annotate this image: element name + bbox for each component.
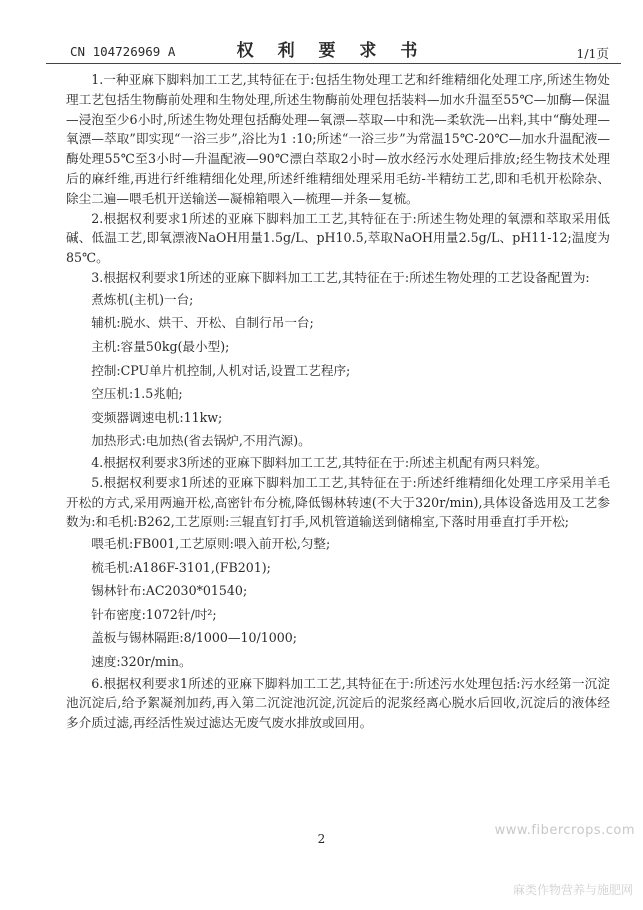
page-number: 2 [317,832,326,846]
list-item: 主机:容量50kg(最小型); [91,338,230,354]
list-item: 针布密度:1072针/吋²; [91,606,217,622]
list-item: 空压机:1.5兆帕; [91,386,183,402]
list-item: 煮炼机(主机)一台; [91,291,194,307]
list-item: 控制:CPU单片机控制,人机对话,设置工艺程序; [91,362,351,378]
claim-6: 6.根据权利要求1所述的亚麻下脚料加工工艺,其特征在于:所述污水处理包括:污水经第一沉淀池沉淀后,给予絮凝剂加药,再入第二沉淀池沉淀,沉淀后的泥浆经离心脱水后回收,沉淀后的液体经多介质过滤,再经活性炭过滤达无废气废水排放或回用。 [66,675,610,731]
document-title: 权 利 要 求 书 [236,41,427,61]
list-item: 盖板与锡林隔距:8/1000—10/1000; [91,630,298,646]
list-item: 梳毛机:A186F-3101,(FB201); [91,559,271,575]
claims-body [66,70,610,733]
claim-4: 4.根据权利要求3所述的亚麻下脚料加工工艺,其特征在于:所述主机配有两只料笼。 [91,454,548,470]
page-indicator: 1/1页 [576,46,609,61]
patent-number: CN 104726969 A [70,44,176,59]
claim-1: 1.一种亚麻下脚料加工工艺,其特征在于:包括生物处理工艺和纤维精细化处理工序,所述生物处理工艺包括生物酶前处理和生物处理,所述生物酶前处理包括装料—加水升温至55℃—加酶—保温—浸泡至少6小时,所述生物处理包括酶处理—氧漂—萃取—中和洗—柔软洗—出料,其中“酶处理—氧漂—萃取”即实现“一浴三步”,浴比为1 :10;所述“一浴三步”为常温15℃-20℃—加水升温配液—酶处理55℃至3小时—升温配液—90℃漂白萃取2小时—放水经污水处理后排放;经生物技术处理后的麻纤维,再进行纤维精细化处理,所述纤维精细处理采用毛纺-半精纺工艺,即和毛机开松除杂、除尘二遍—喂毛机开送输送—凝棉箱喂入—梳理—并条—复梳。 [66,72,610,206]
document-header [46,36,617,62]
list-item: 速度:320r/min。 [91,654,192,670]
list-item: 变频器调速电机:11kw; [91,409,223,425]
claim-2: 2.根据权利要求1所述的亚麻下脚料加工工艺,其特征在于:所述生物处理的氧漂和萃取采用低碱、低温工艺,即氧漂液NaOH用量1.5g/L、pH10.5,萃取NaOH用量2.5g/L、pH11-12;温度为85℃。 [66,210,610,266]
claim-3: 3.根据权利要求1所述的亚麻下脚料加工工艺,其特征在于:所述生物处理的工艺设备配置为: [91,269,590,285]
list-item: 锡林针布:AC2030*01540; [91,583,248,599]
watermark-url: www.fibercrops.com [494,823,635,838]
list-item: 加热形式:电加热(省去锅炉,不用汽源)。 [91,433,311,449]
claim-5-parameter-list [66,532,610,674]
list-item: 喂毛机:FB001,工艺原则:喂入前开松,匀整; [91,536,331,552]
claim-5: 5.根据权利要求1所述的亚麻下脚料加工工艺,其特征在于:所述纤维精细化处理工序采用羊毛开松的方式,采用两遍开松,高密针布分梳,降低锡林转速(不大于320r/min),具体设备选用及工艺参数为:和毛机:B262,工艺原则:三辊直钉打手,风机管道输送到储棉室,下落时用垂直打手开松; [66,474,610,530]
watermark-site-name: 麻类作物营养与施肥网 [512,883,633,897]
claim-3-equipment-list [66,288,610,453]
header-divider [46,63,621,64]
list-item: 辅机:脱水、烘干、开松、自制行吊一台; [91,315,314,331]
